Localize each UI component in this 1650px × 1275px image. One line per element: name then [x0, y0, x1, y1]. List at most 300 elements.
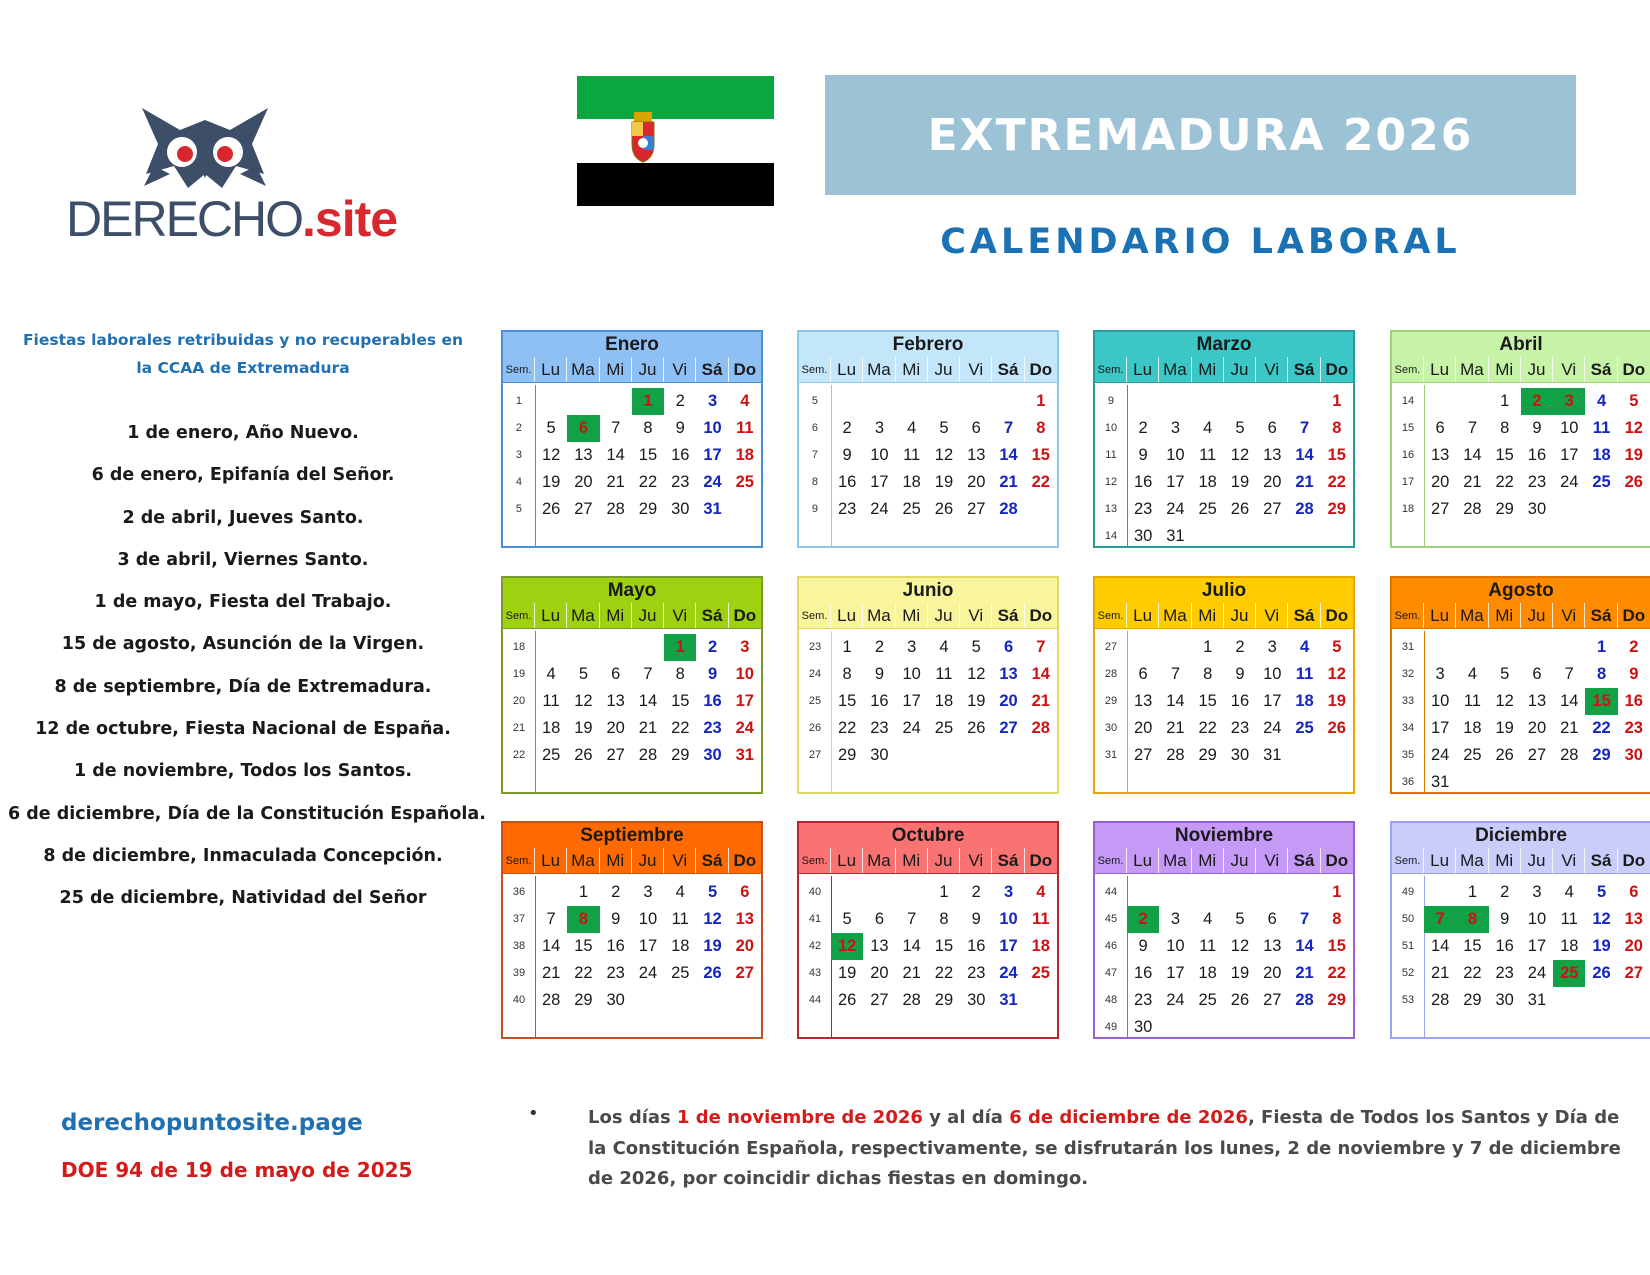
week-row — [799, 415, 1057, 442]
weekday-label: Ju — [928, 603, 960, 628]
day-cell: 9 — [971, 910, 981, 928]
day-cell: 17 — [703, 446, 722, 464]
day-cell: 22 — [934, 964, 954, 982]
weekday-label: Sem. — [503, 603, 535, 628]
empty-day-cell — [992, 388, 1024, 415]
weekday-label: Do — [1029, 851, 1053, 870]
day-cell: 16 — [606, 937, 625, 955]
day-cell: 24 — [735, 719, 754, 737]
empty-day-cell — [1321, 1014, 1353, 1041]
holiday-list — [8, 326, 486, 920]
weekday-label: Sem. — [799, 848, 831, 873]
day-cell: 28 — [1295, 500, 1314, 518]
day-cell: 17 — [1527, 937, 1547, 955]
day-cell: 18 — [541, 719, 561, 737]
week-number: 22 — [512, 749, 526, 761]
day-cell: 7 — [546, 910, 556, 928]
week-row — [1095, 688, 1353, 715]
weekday-label: Sá — [992, 357, 1024, 382]
day-cell: 20 — [1430, 473, 1450, 491]
weekday-header — [503, 603, 761, 629]
day-cell: 21 — [1463, 473, 1482, 491]
day-cell: 21 — [1166, 719, 1185, 737]
day-cell: 8 — [643, 419, 653, 437]
empty-day-cell — [567, 634, 599, 661]
day-cell: 17 — [999, 937, 1018, 955]
holiday-list-intro: Fiestas laborales retribuidas y no recuperables en la CCAA de Extremadura — [22, 331, 464, 377]
page-subtitle: CALENDARIO LABORAL — [940, 222, 1461, 262]
day-cell: 28 — [1560, 746, 1579, 764]
month-name: Diciembre — [1392, 823, 1650, 848]
empty-day-cell — [1618, 496, 1650, 523]
weekday-label: Lu — [1424, 848, 1456, 873]
weekday-label: Sem. — [1095, 357, 1127, 382]
weekday-label: Ma — [1159, 848, 1191, 873]
day-cell: 8 — [842, 665, 852, 683]
day-cell: 17 — [1166, 473, 1185, 491]
week-row — [799, 715, 1057, 742]
day-cell: 28 — [1430, 991, 1450, 1009]
day-cell: 14 — [541, 937, 561, 955]
week-row — [1392, 388, 1650, 415]
day-cell: 29 — [934, 991, 954, 1009]
weekday-label: Sá — [1288, 357, 1320, 382]
week-number: 53 — [1401, 994, 1415, 1006]
weekday-label: Sá — [1585, 848, 1617, 873]
day-cell: 17 — [1166, 964, 1185, 982]
day-cell: 9 — [675, 419, 685, 437]
week-row — [799, 442, 1057, 469]
day-cell: 9 — [611, 910, 621, 928]
day-cell: 9 — [874, 665, 884, 683]
day-cell: 29 — [1327, 500, 1346, 518]
day-cell: 3 — [707, 392, 718, 410]
day-cell: 2 — [1500, 883, 1510, 901]
day-cell: 15 — [934, 937, 954, 955]
day-cell: 7 — [1424, 906, 1456, 933]
weekday-label: Vi — [1553, 603, 1585, 628]
empty-day-cell — [1192, 1014, 1224, 1041]
day-cell: 5 — [1596, 883, 1607, 901]
month-name: Marzo — [1095, 332, 1353, 357]
day-cell: 13 — [870, 937, 889, 955]
day-cell: 31 — [703, 500, 722, 518]
day-cell: 16 — [1495, 937, 1514, 955]
day-cell: 21 — [638, 719, 658, 737]
day-cell: 2 — [1138, 419, 1148, 437]
month-calendar-septiembre — [501, 821, 763, 1039]
day-cell: 9 — [1629, 665, 1639, 683]
week-row — [799, 933, 1057, 960]
week-row — [1392, 634, 1650, 661]
empty-day-cell — [1553, 634, 1585, 661]
day-cell: 10 — [1430, 692, 1450, 710]
day-cell: 13 — [1527, 692, 1547, 710]
day-cell: 18 — [934, 692, 954, 710]
weekday-label: Do — [1622, 360, 1646, 379]
day-cell: 20 — [1133, 719, 1153, 737]
day-cell: 20 — [1263, 964, 1282, 982]
day-cell: 13 — [1263, 446, 1282, 464]
day-cell: 18 — [1198, 964, 1217, 982]
day-cell: 3 — [643, 883, 653, 901]
day-cell: 27 — [1527, 746, 1547, 764]
day-cell: 26 — [541, 500, 561, 518]
day-cell: 27 — [1624, 964, 1643, 982]
day-cell: 4 — [740, 392, 750, 410]
day-cell: 18 — [671, 937, 690, 955]
day-cell: 10 — [735, 665, 754, 683]
month-calendar-abril — [1390, 330, 1650, 548]
weekday-label: Ju — [928, 848, 960, 873]
day-cell: 12 — [1592, 910, 1611, 928]
weekday-label: Do — [733, 606, 757, 625]
week-number: 27 — [808, 749, 822, 761]
weekday-label: Vi — [664, 603, 696, 628]
weekday-label: Ma — [567, 848, 599, 873]
week-number: 35 — [1401, 749, 1415, 761]
week-row — [503, 879, 761, 906]
empty-day-cell — [600, 388, 632, 415]
weekday-label: Lu — [1127, 603, 1159, 628]
weekday-label: Ma — [1456, 603, 1488, 628]
week-row — [1392, 769, 1650, 796]
day-cell: 2 — [1521, 388, 1553, 415]
day-cell: 25 — [1553, 960, 1585, 987]
week-number: 5 — [811, 395, 819, 407]
week-number: 15 — [1401, 422, 1415, 434]
day-cell: 16 — [837, 473, 857, 491]
holiday-item: 3 de abril, Viernes Santo. — [117, 549, 369, 570]
week-row — [799, 960, 1057, 987]
day-cell: 19 — [1495, 719, 1514, 737]
month-name: Mayo — [503, 578, 761, 603]
day-cell: 3 — [740, 638, 750, 656]
day-cell: 7 — [907, 910, 917, 928]
day-cell: 29 — [1198, 746, 1217, 764]
day-cell: 4 — [1467, 665, 1477, 683]
empty-day-cell — [1288, 879, 1320, 906]
day-cell: 6 — [1138, 665, 1148, 683]
week-row — [1392, 496, 1650, 523]
day-cell: 22 — [1463, 964, 1482, 982]
weekday-header — [799, 357, 1057, 383]
weekday-header — [503, 848, 761, 874]
day-cell: 11 — [903, 446, 921, 464]
weekday-label: Ma — [1456, 357, 1488, 382]
weekday-label: Ju — [1521, 357, 1553, 382]
empty-day-cell — [729, 496, 761, 523]
week-number: 24 — [808, 668, 822, 680]
site-link[interactable]: derechopuntosite.page — [61, 1110, 363, 1136]
day-cell: 10 — [1166, 446, 1185, 464]
weekday-header — [799, 603, 1057, 629]
week-number: 44 — [808, 994, 822, 1006]
day-cell: 4 — [1596, 392, 1607, 410]
day-cell: 10 — [638, 910, 658, 928]
empty-day-cell — [1585, 987, 1617, 1014]
empty-day-cell — [1127, 634, 1159, 661]
week-number: 52 — [1401, 967, 1415, 979]
week-number: 40 — [808, 886, 822, 898]
day-cell: 17 — [1263, 692, 1282, 710]
week-row — [1392, 469, 1650, 496]
day-cell: 15 — [1327, 937, 1346, 955]
day-cell: 16 — [967, 937, 986, 955]
empty-day-cell — [1424, 388, 1456, 415]
empty-day-cell — [896, 742, 928, 769]
weekday-header — [1095, 603, 1353, 629]
day-cell: 28 — [999, 500, 1018, 518]
day-cell: 3 — [1553, 388, 1585, 415]
weekday-label: Vi — [1553, 848, 1585, 873]
day-cell: 2 — [1235, 638, 1245, 656]
day-cell: 7 — [1036, 638, 1046, 656]
day-cell: 30 — [703, 746, 722, 764]
day-cell: 27 — [735, 964, 754, 982]
week-number: 49 — [1401, 886, 1415, 898]
day-cell: 29 — [1463, 991, 1482, 1009]
week-row — [1392, 715, 1650, 742]
day-cell: 22 — [1495, 473, 1514, 491]
day-cell: 19 — [1327, 692, 1346, 710]
week-row — [1095, 496, 1353, 523]
day-cell: 6 — [1532, 665, 1542, 683]
empty-day-cell — [1618, 987, 1650, 1014]
title-banner — [825, 75, 1576, 195]
day-cell: 6 — [1267, 910, 1277, 928]
day-cell: 9 — [1138, 937, 1148, 955]
day-cell: 4 — [1203, 419, 1213, 437]
weekday-label: Ma — [1159, 357, 1191, 382]
empty-day-cell — [928, 742, 960, 769]
weekday-label: Vi — [1256, 603, 1288, 628]
day-cell: 7 — [1299, 910, 1310, 928]
weekday-label: Ju — [928, 357, 960, 382]
week-number: 28 — [1104, 668, 1118, 680]
day-cell: 12 — [967, 665, 986, 683]
day-cell: 23 — [1230, 719, 1250, 737]
month-calendar-mayo — [501, 576, 763, 794]
day-cell: 1 — [1332, 883, 1342, 901]
day-cell: 12 — [934, 446, 954, 464]
day-cell: 20 — [870, 964, 889, 982]
day-cell: 23 — [1133, 500, 1153, 518]
day-cell: 8 — [1036, 419, 1046, 437]
day-cell: 10 — [999, 910, 1018, 928]
day-cell: 7 — [1003, 419, 1014, 437]
day-cell: 13 — [1133, 692, 1153, 710]
week-row — [1392, 688, 1650, 715]
day-cell: 31 — [1527, 991, 1547, 1009]
day-cell: 23 — [1133, 991, 1153, 1009]
weekday-label: Mi — [1192, 848, 1224, 873]
week-row — [1095, 442, 1353, 469]
day-cell: 24 — [999, 964, 1018, 982]
day-cell: 27 — [606, 746, 625, 764]
week-row — [1095, 1014, 1353, 1041]
day-cell: 22 — [671, 719, 690, 737]
weekday-label: Sá — [696, 603, 728, 628]
day-cell: 14 — [1463, 446, 1482, 464]
empty-day-cell — [1025, 742, 1057, 769]
week-row — [503, 469, 761, 496]
day-cell: 5 — [578, 665, 588, 683]
day-cell: 19 — [967, 692, 986, 710]
day-cell: 22 — [1327, 964, 1346, 982]
week-number: 46 — [1104, 940, 1118, 952]
page-title: EXTREMADURA 2026 — [927, 109, 1474, 161]
day-cell: 20 — [1527, 719, 1547, 737]
day-cell: 22 — [574, 964, 593, 982]
empty-day-cell — [664, 987, 696, 1014]
day-cell: 31 — [999, 991, 1018, 1009]
weekday-header — [1095, 357, 1353, 383]
weekday-header — [503, 357, 761, 383]
week-row — [503, 933, 761, 960]
weekday-label: Lu — [535, 357, 567, 382]
day-cell: 7 — [1564, 665, 1574, 683]
month-name: Enero — [503, 332, 761, 357]
day-cell: 30 — [671, 500, 690, 518]
weekday-label: Mi — [1192, 603, 1224, 628]
day-cell: 21 — [1430, 964, 1450, 982]
week-row — [1095, 879, 1353, 906]
week-number: 23 — [808, 641, 822, 653]
day-cell: 26 — [1592, 964, 1611, 982]
month-calendar-enero — [501, 330, 763, 548]
day-cell: 4 — [546, 665, 556, 683]
owl-icon — [140, 104, 270, 194]
weekday-label: Sá — [1585, 603, 1617, 628]
day-cell: 19 — [574, 719, 593, 737]
week-row — [1392, 933, 1650, 960]
weekday-label: Ju — [632, 848, 664, 873]
day-cell: 5 — [1629, 392, 1639, 410]
day-cell: 11 — [1032, 910, 1050, 928]
day-cell: 18 — [1463, 719, 1482, 737]
day-cell: 8 — [1456, 906, 1488, 933]
week-number: 50 — [1401, 913, 1415, 925]
day-cell: 8 — [1332, 910, 1342, 928]
day-cell: 11 — [1295, 665, 1314, 683]
empty-day-cell — [535, 388, 567, 415]
weekday-header — [1095, 848, 1353, 874]
week-row — [799, 661, 1057, 688]
week-number: 6 — [811, 422, 819, 434]
day-cell: 31 — [1166, 527, 1185, 545]
weekday-label: Lu — [1424, 357, 1456, 382]
week-number: 4 — [515, 476, 523, 488]
empty-day-cell — [960, 742, 992, 769]
day-cell: 15 — [1463, 937, 1482, 955]
derecho-site-logo — [66, 104, 398, 247]
day-cell: 23 — [1624, 719, 1643, 737]
weekday-label: Ju — [632, 357, 664, 382]
empty-day-cell — [600, 634, 632, 661]
day-cell: 29 — [638, 500, 658, 518]
logo-text-site: .site — [302, 191, 398, 247]
day-cell: 11 — [671, 910, 689, 928]
weekday-header — [1392, 357, 1650, 383]
week-number: 16 — [1401, 449, 1415, 461]
week-row — [1095, 715, 1353, 742]
day-cell: 11 — [1199, 937, 1217, 955]
weekday-header — [799, 848, 1057, 874]
weekday-label: Mi — [896, 848, 928, 873]
holiday-item: 1 de noviembre, Todos los Santos. — [73, 761, 413, 782]
day-cell: 18 — [1560, 937, 1579, 955]
month-calendar-diciembre — [1390, 821, 1650, 1039]
day-cell: 10 — [703, 419, 722, 437]
week-number: 18 — [1401, 503, 1415, 515]
day-cell: 19 — [1230, 964, 1250, 982]
week-number: 45 — [1104, 913, 1118, 925]
weekday-label: Do — [1029, 360, 1053, 379]
day-cell: 28 — [606, 500, 625, 518]
week-row — [503, 634, 761, 661]
holiday-item: 15 de agosto, Asunción de la Virgen. — [61, 634, 425, 655]
week-row — [799, 496, 1057, 523]
day-cell: 15 — [638, 446, 658, 464]
day-cell: 13 — [1430, 446, 1450, 464]
empty-day-cell — [1321, 742, 1353, 769]
empty-day-cell — [831, 879, 863, 906]
day-cell: 26 — [837, 991, 857, 1009]
weekday-label: Ju — [1521, 603, 1553, 628]
day-cell: 2 — [874, 638, 884, 656]
day-cell: 15 — [574, 937, 593, 955]
month-name: Abril — [1392, 332, 1650, 357]
day-cell: 15 — [1031, 446, 1050, 464]
weekday-label: Do — [1325, 851, 1349, 870]
day-cell: 15 — [671, 692, 690, 710]
week-number: 51 — [1401, 940, 1415, 952]
weekday-label: Do — [733, 360, 757, 379]
day-cell: 27 — [967, 500, 986, 518]
day-cell: 1 — [1036, 392, 1046, 410]
week-row — [503, 688, 761, 715]
empty-day-cell — [1288, 1014, 1320, 1041]
weekday-label: Do — [1029, 606, 1053, 625]
day-cell: 21 — [541, 964, 561, 982]
day-cell: 5 — [971, 638, 981, 656]
day-cell: 19 — [934, 473, 954, 491]
weekday-label: Ma — [863, 848, 895, 873]
day-cell: 2 — [1127, 906, 1159, 933]
day-cell: 28 — [1295, 991, 1314, 1009]
day-cell: 31 — [735, 746, 754, 764]
day-cell: 29 — [1495, 500, 1514, 518]
week-row — [799, 879, 1057, 906]
day-cell: 14 — [1295, 937, 1314, 955]
weekday-label: Lu — [831, 848, 863, 873]
day-cell: 6 — [1003, 638, 1014, 656]
empty-day-cell — [1618, 769, 1650, 796]
empty-day-cell — [1521, 769, 1553, 796]
day-cell: 21 — [902, 964, 921, 982]
day-cell: 5 — [707, 883, 718, 901]
week-row — [799, 634, 1057, 661]
day-cell: 22 — [1031, 473, 1050, 491]
day-cell: 22 — [1198, 719, 1217, 737]
day-cell: 19 — [837, 964, 857, 982]
week-row — [799, 388, 1057, 415]
weekday-label: Do — [1622, 606, 1646, 625]
day-cell: 5 — [1235, 910, 1245, 928]
day-cell: 3 — [1532, 883, 1542, 901]
note-date-2: 6 de diciembre de 2026 — [1009, 1107, 1248, 1128]
